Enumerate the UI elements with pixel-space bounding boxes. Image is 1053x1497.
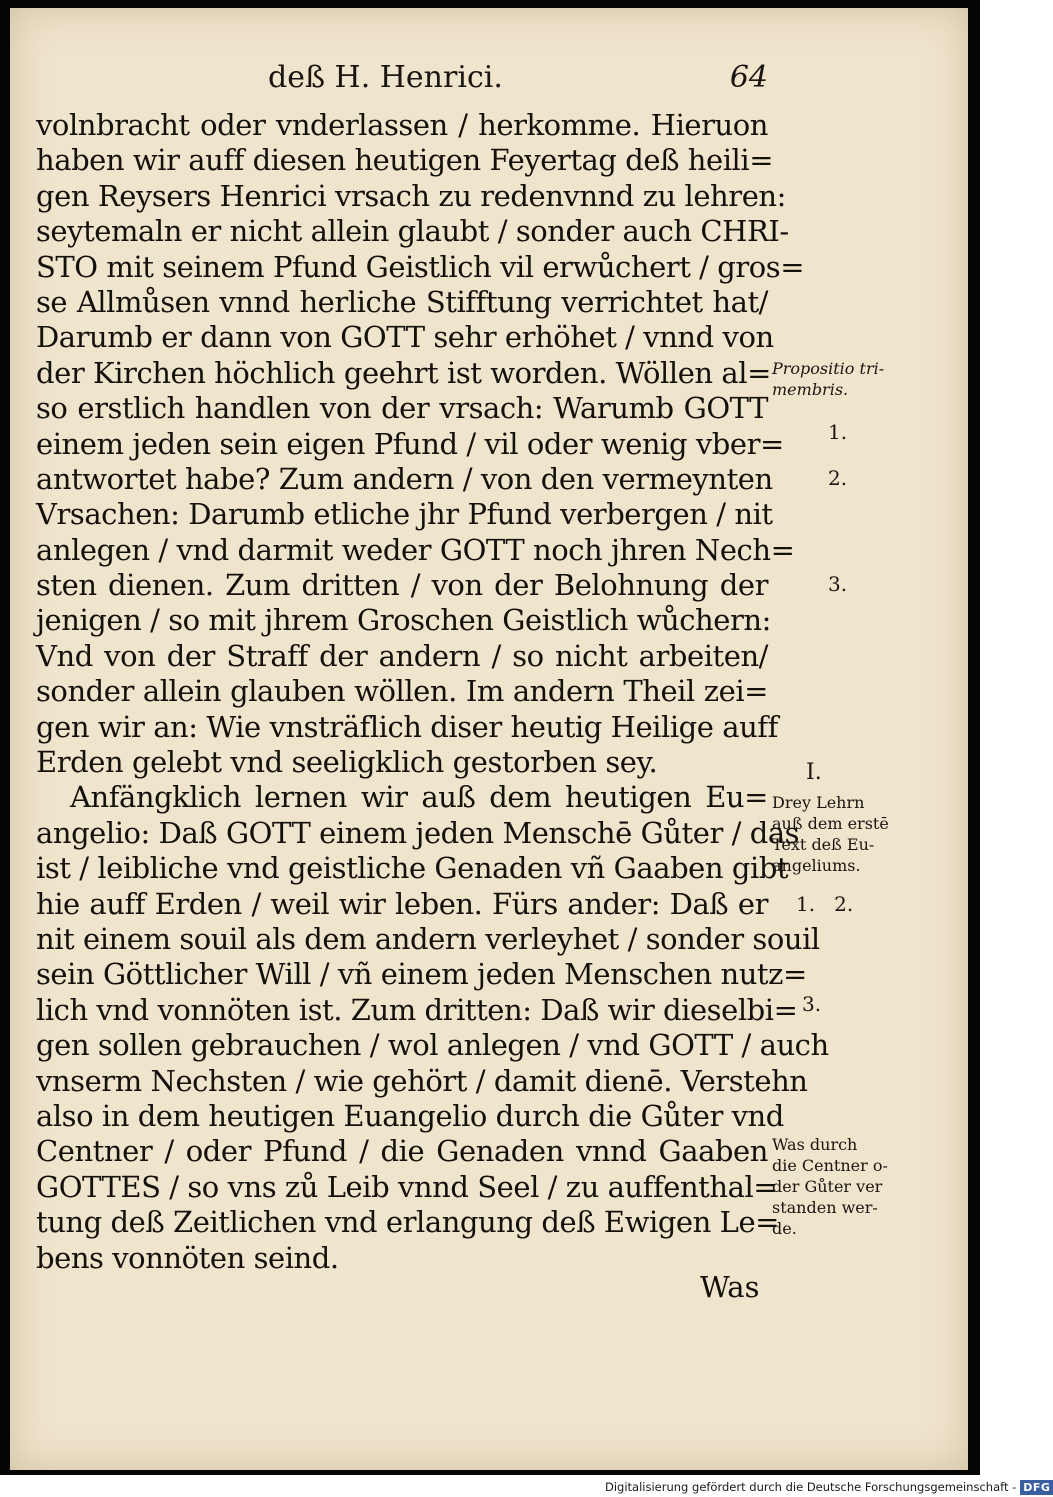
margin-note-line: der Gůter ver	[772, 1177, 883, 1196]
margin-number: 3.	[802, 992, 822, 1016]
margin-note-drey-lehrn	[772, 792, 889, 876]
footer-text: Digitalisierung gefördert durch die Deutsche Forschungsgemeinschaft -	[605, 1480, 1017, 1494]
running-title: deß H. Henrici.	[268, 60, 503, 95]
margin-note-line: standen wer-	[772, 1198, 878, 1217]
margin-notes	[772, 8, 922, 1470]
text-line: bens vonnöten seind.	[36, 1240, 339, 1275]
margin-number: 1. 2.	[796, 892, 854, 916]
dfg-logo-icon: DFG	[1020, 1480, 1053, 1495]
text-line: se Allmůsen vnnd herliche Stifftung verrichtet hat/	[36, 284, 768, 319]
paragraph-start-line: Anfängklich lernen wir auß dem heutigen Eu=	[70, 780, 768, 815]
text-line: GOTTES / so vns zů Leib vnnd Seel / zu auffenthal=	[36, 1169, 778, 1204]
text-line: Centner / oder Pfund / die Genaden vnnd Gaaben	[36, 1134, 768, 1169]
text-line: Erden gelebt vnd seeligklich gestorben sey.	[36, 745, 658, 780]
margin-note-line: Was durch	[772, 1135, 858, 1154]
text-line: vnserm Nechsten / wie gehört / damit dienē. Verstehn	[36, 1063, 808, 1098]
text-line: Darumb er dann von GOTT sehr erhöhet / vnnd von	[36, 320, 774, 355]
text-line: antwortet habe? Zum andern / von den vermeynten	[36, 461, 773, 496]
text-line: haben wir auff diesen heutigen Feyertag deß heili=	[36, 143, 774, 178]
text-line: gen sollen gebrauchen / wol anlegen / vnd GOTT / auch	[36, 1028, 829, 1063]
text-line: gen Reysers Henrici vrsach zu redenvnnd zu lehren:	[36, 178, 786, 213]
margin-note-line: Propositio tri-	[772, 359, 885, 378]
margin-note-line: die Centner o-	[772, 1156, 888, 1175]
text-line: Vrsachen: Darumb etliche jhr Pfund verbergen / nit	[36, 497, 773, 532]
text-line: hie auff Erden / weil wir leben. Fürs ander: Daß er	[36, 886, 768, 921]
text-line: also in dem heutigen Euangelio durch die Gůter vnd	[36, 1098, 784, 1133]
text-line: gen wir an: Wie vnsträflich diser heutig Heilige auff	[36, 709, 778, 744]
text-line: lich vnd vonnöten ist. Zum dritten: Daß wir dieselbi=	[36, 992, 798, 1027]
text-line: sten dienen. Zum dritten / von der Belohnung der	[36, 568, 768, 603]
margin-note-line: de.	[772, 1219, 797, 1238]
text-line: tung deß Zeitlichen vnd erlangung deß Ewigen Le=	[36, 1205, 780, 1240]
text-line: seytemaln er nicht allein glaubt / sonder auch CHRI-	[36, 214, 789, 249]
page-number: 64	[729, 60, 768, 95]
text-line: volnbracht oder vnderlassen / herkomme. Hieruon	[36, 108, 768, 142]
text-line: Vnd von der Straff der andern / so nicht arbeiten/	[36, 638, 768, 673]
text-line: jenigen / so mit jhrem Groschen Geistlich wůchern:	[36, 603, 771, 638]
margin-number: 1.	[828, 420, 848, 444]
margin-number: 3.	[828, 572, 848, 596]
margin-note-line: membris.	[772, 380, 849, 399]
text-line: so erstlich handlen von der vrsach: Warumb GOTT	[36, 391, 768, 426]
text-line: sonder allein glauben wöllen. Im andern Theil zei=	[36, 674, 768, 709]
catchword: Was	[700, 1270, 760, 1304]
margin-note-propositio	[772, 358, 884, 400]
text-line: STO mit seinem Pfund Geistlich vil erwůchert / gros=	[36, 249, 805, 284]
margin-note-line: Text deß Eu-	[772, 835, 875, 854]
margin-note-line: auß dem erstē	[772, 814, 889, 833]
text-line: einem jeden sein eigen Pfund / vil oder wenig vber=	[36, 426, 784, 461]
margin-number: 2.	[828, 466, 848, 490]
text-line: sein Göttlicher Will / vñ einem jeden Menschen nutz=	[36, 957, 807, 992]
running-head	[46, 60, 768, 104]
margin-note-line: Drey Lehrn	[772, 793, 865, 812]
margin-roman-numeral: I.	[806, 760, 822, 785]
text-line: angelio: Daß GOTT einem jeden Menschē Gůter / das	[36, 815, 800, 850]
funding-footer	[605, 1478, 1051, 1497]
text-line: der Kirchen höchlich geehrt ist worden. Wöllen al=	[36, 355, 771, 390]
text-line: anlegen / vnd darmit weder GOTT noch jhren Nech=	[36, 532, 795, 567]
book-page	[10, 8, 968, 1470]
margin-note-was-durch	[772, 1134, 888, 1239]
text-line: nit einem souil als dem andern verleyhet / sonder souil	[36, 921, 820, 956]
margin-note-line: angeliums.	[772, 856, 861, 875]
text-line: ist / leibliche vnd geistliche Genaden vñ Gaaben gibt	[36, 851, 789, 886]
